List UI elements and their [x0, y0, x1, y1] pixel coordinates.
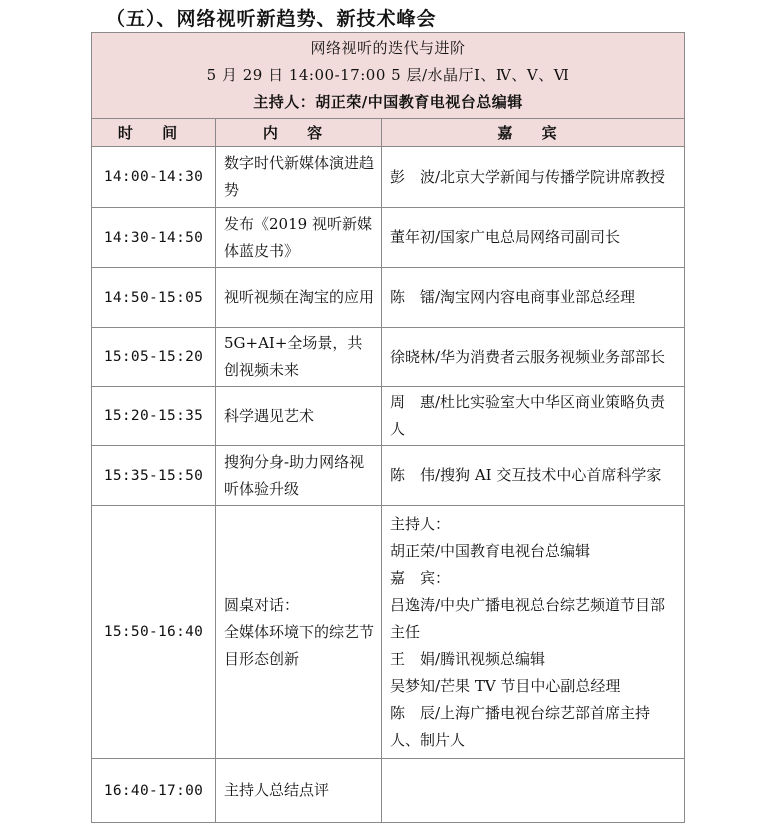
row-time: 14:30-14:50 [92, 208, 216, 268]
row-guests [382, 446, 685, 506]
row-guests [382, 759, 685, 823]
row-content: 主持人总结点评 [216, 759, 382, 823]
guest-line: 主持人： [390, 514, 451, 533]
guest-line: 吕逸涛/中央广播电视总台综艺频道节目部主任 [390, 595, 666, 641]
table-row [92, 446, 685, 506]
guest-line: 彭 波/北京大学新闻与传播学院讲席教授 [390, 167, 666, 186]
guest-line: 陈 辰/上海广播电视台综艺部首席主持人、制片人 [390, 703, 651, 749]
guest-line: 周 惠/杜比实验室大中华区商业策略负责人 [390, 393, 666, 438]
guest-line: 王 娟/腾讯视频总编辑 [390, 649, 546, 668]
guest-line: 陈 伟/搜狗 AI 交互技术中心首席科学家 [390, 466, 662, 484]
table-row [92, 506, 685, 759]
row-guests [382, 147, 685, 208]
row-guests [382, 208, 685, 268]
guest-line: 嘉 宾： [390, 568, 451, 587]
row-content: 数字时代新媒体演进趋势 [216, 147, 382, 208]
row-guests [382, 387, 685, 446]
column-header-content: 内 容 [216, 119, 382, 147]
row-time: 15:05-15:20 [92, 328, 216, 387]
row-guests [382, 328, 685, 387]
session-banner [92, 33, 685, 119]
row-time: 15:50-16:40 [92, 506, 216, 759]
row-guests [382, 268, 685, 328]
table-row [92, 268, 685, 328]
agenda-table [91, 32, 685, 823]
section-heading: （五）、网络视听新趋势、新技术峰会 [106, 8, 437, 30]
guest-line: 董年初/国家广电总局网络司副司长 [390, 228, 621, 246]
guest-line: 吴梦知/芒果 TV 节目中心副总经理 [390, 676, 621, 695]
column-header-time: 时 间 [92, 119, 216, 147]
session-date-venue: 5 月 29 日 14:00-17:00 5 层/水晶厅Ⅰ、Ⅳ、Ⅴ、Ⅵ [206, 66, 570, 84]
row-time: 15:20-15:35 [92, 387, 216, 446]
table-row [92, 147, 685, 208]
session-host: 主持人：胡正荣/中国教育电视台总编辑 [253, 93, 523, 111]
row-content: 视听视频在淘宝的应用 [216, 268, 382, 328]
row-content: 科学遇见艺术 [216, 387, 382, 446]
row-content: 圆桌对话： 全媒体环境下的综艺节目形态创新 [216, 506, 382, 759]
row-content: 发布《2019 视听新媒体蓝皮书》 [216, 208, 382, 268]
row-time: 14:50-15:05 [92, 268, 216, 328]
table-row [92, 208, 685, 268]
session-title: 网络视听的迭代与进阶 [310, 39, 466, 57]
row-content: 5G+AI+全场景，共创视频未来 [216, 328, 382, 387]
row-time: 15:35-15:50 [92, 446, 216, 506]
row-guests [382, 506, 685, 759]
table-row [92, 387, 685, 446]
guest-line: 胡正荣/中国教育电视台总编辑 [390, 541, 591, 560]
guest-line: 陈 镭/淘宝网内容电商事业部总经理 [390, 288, 636, 306]
table-row [92, 759, 685, 823]
row-content: 搜狗分身-助力网络视听体验升级 [216, 446, 382, 506]
row-time: 14:00-14:30 [92, 147, 216, 208]
column-header-guests: 嘉 宾 [382, 119, 685, 147]
guest-line: 徐晓林/华为消费者云服务视频业务部部长 [390, 347, 666, 366]
row-time: 16:40-17:00 [92, 759, 216, 823]
table-row [92, 328, 685, 387]
